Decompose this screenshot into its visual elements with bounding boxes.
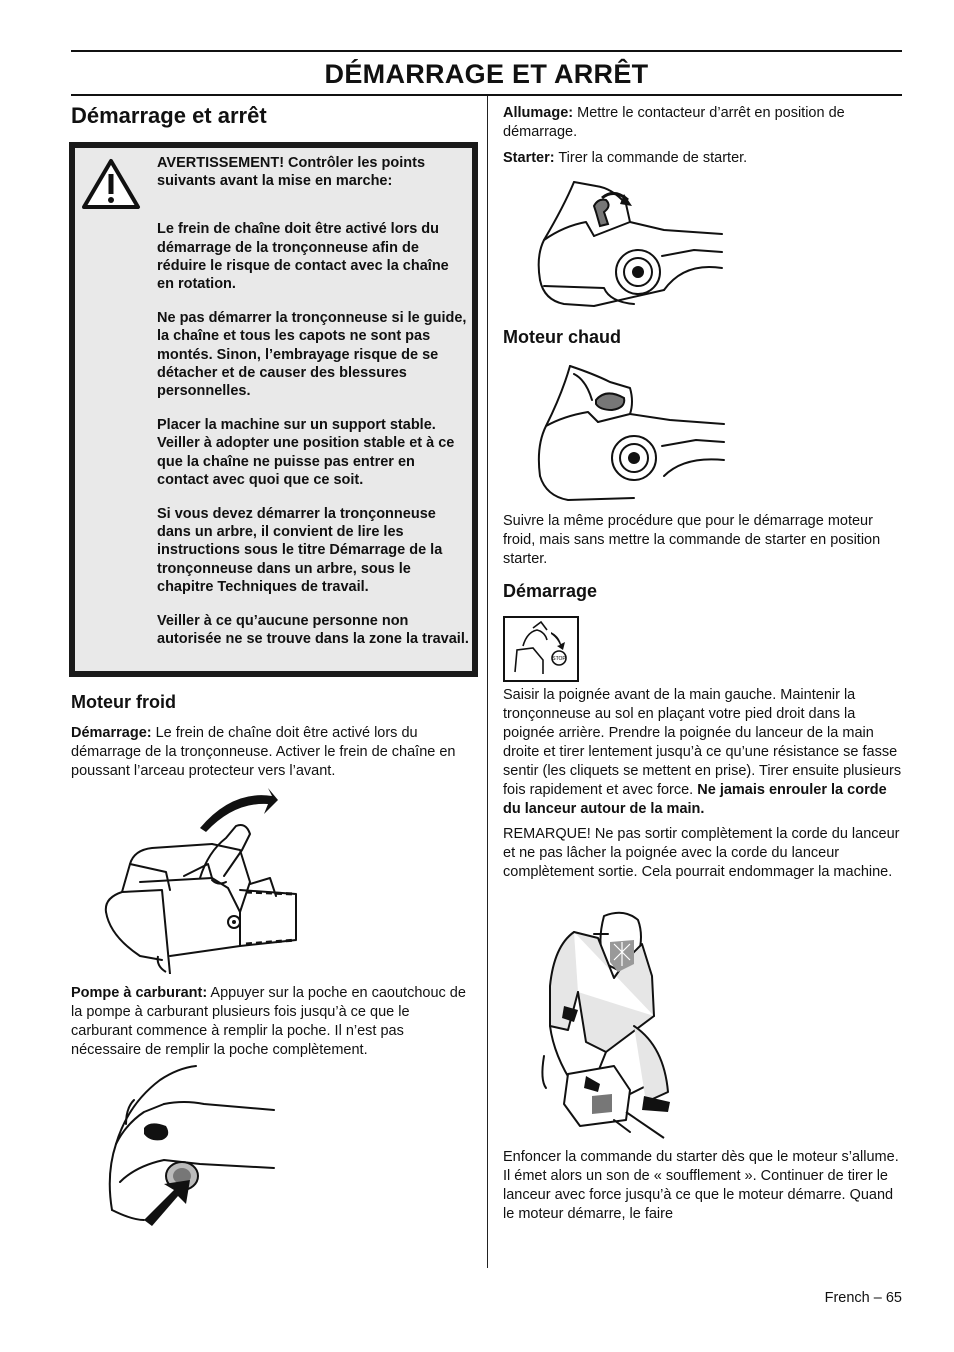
warning-paragraph: Si vous devez démarrer la tronçonneuse dans un arbre, il convient de lire les instructions sous le titre Démarrage de la tronçonneuse dans un arbre, sous le chapitre Techniques de travail. xyxy=(157,506,443,595)
stop-switch-icon xyxy=(503,616,579,682)
ignition-text: Allumage: Mettre le contacteur d’arrêt en position de démarrage. xyxy=(503,105,845,140)
fuel-pump-text: Pompe à carburant: Appuyer sur la poche en caoutchouc de la pompe à carburant plusieurs fois jusqu’à ce que le carburant commence à remplir la poche. Il n’est pas nécessaire de remplir la poche complètement. xyxy=(71,985,466,1058)
starting-title: Démarrage xyxy=(503,581,598,601)
warm-engine-title: Moteur chaud xyxy=(503,327,622,347)
column-divider xyxy=(487,96,488,1268)
page-footer: French – 65 xyxy=(824,1290,902,1306)
warning-box xyxy=(69,142,478,677)
choke-text: Starter: Tirer la commande de starter. xyxy=(503,150,748,166)
warning-text xyxy=(157,154,469,664)
fuel-pump-illustration xyxy=(104,1064,278,1228)
warning-paragraph: Ne pas démarrer la tronçonneuse si le guide, la chaîne et tous les capots ne sont pas montés. Sinon, l’embrayage risque de se détacher et de causer des blessures personnelles. xyxy=(157,310,467,400)
choke-illustration xyxy=(534,176,726,310)
warning-paragraph: Le frein de chaîne doit être activé lors du démarrage de la tronçonneuse afin de réduire le risque de contact avec la chaîne en rotation. xyxy=(157,221,449,293)
page-title: DÉMARRAGE ET ARRÊT xyxy=(324,59,649,89)
warm-engine-text: Suivre la même procédure que pour le démarrage moteur froid, mais sans mettre la commande de starter en position starter. xyxy=(503,513,881,567)
operator-starting-illustration xyxy=(534,906,680,1142)
warning-triangle-icon xyxy=(81,158,141,210)
warm-engine-illustration xyxy=(534,360,726,506)
stop-label: STOP xyxy=(552,656,566,662)
cold-start-text: Démarrage: Le frein de chaîne doit être activé lors du démarrage de la tronçonneuse. Activer le frein de chaîne en poussant l’arceau protecteur vers l’avant. xyxy=(71,725,456,779)
warning-paragraph: Placer la machine sur un support stable. Veiller à adopter une position stable et à ce que la chaîne ne puisse pas entrer en contact avec quoi que ce soit. xyxy=(157,417,455,488)
warning-heading: AVERTISSEMENT! Contrôler les points suivants avant la mise en marche: xyxy=(157,155,426,190)
note-text: REMARQUE! Ne pas sortir complètement la corde du lanceur et ne pas lâcher la poignée avec la corde du lanceur complètement sortie. Cela pourrait endommager la machine. xyxy=(503,826,900,880)
header-top-rule xyxy=(71,50,902,52)
section-title: Démarrage et arrêt xyxy=(71,103,267,128)
final-text: Enfoncer la commande du starter dès que le moteur s’allume. Il émet alors un son de « soufflement ». Continuer de tirer le lanceur avec force jusqu’à ce que le moteur démarre. Quand le moteur démarre, le faire xyxy=(503,1149,899,1222)
chain-brake-illustration xyxy=(100,786,300,974)
warning-paragraph: Veiller à ce qu’aucune personne non autorisée ne se trouve dans la zone la travail. xyxy=(157,613,469,648)
cold-engine-title: Moteur froid xyxy=(71,692,176,712)
starting-text: Saisir la poignée avant de la main gauche. Maintenir la tronçonneuse au sol en plaçant votre pied droit dans la poignée arrière. Prendre la poignée du lanceur de la main droite et tirer lentement jusqu’à ce qu’une résistance se fasse sentir (les cliquets se mettent en prise). Tirer ensuite plusieurs fois rapidement et avec force. Ne jamais enrouler la corde du lanceur autour de la main. xyxy=(503,687,902,817)
